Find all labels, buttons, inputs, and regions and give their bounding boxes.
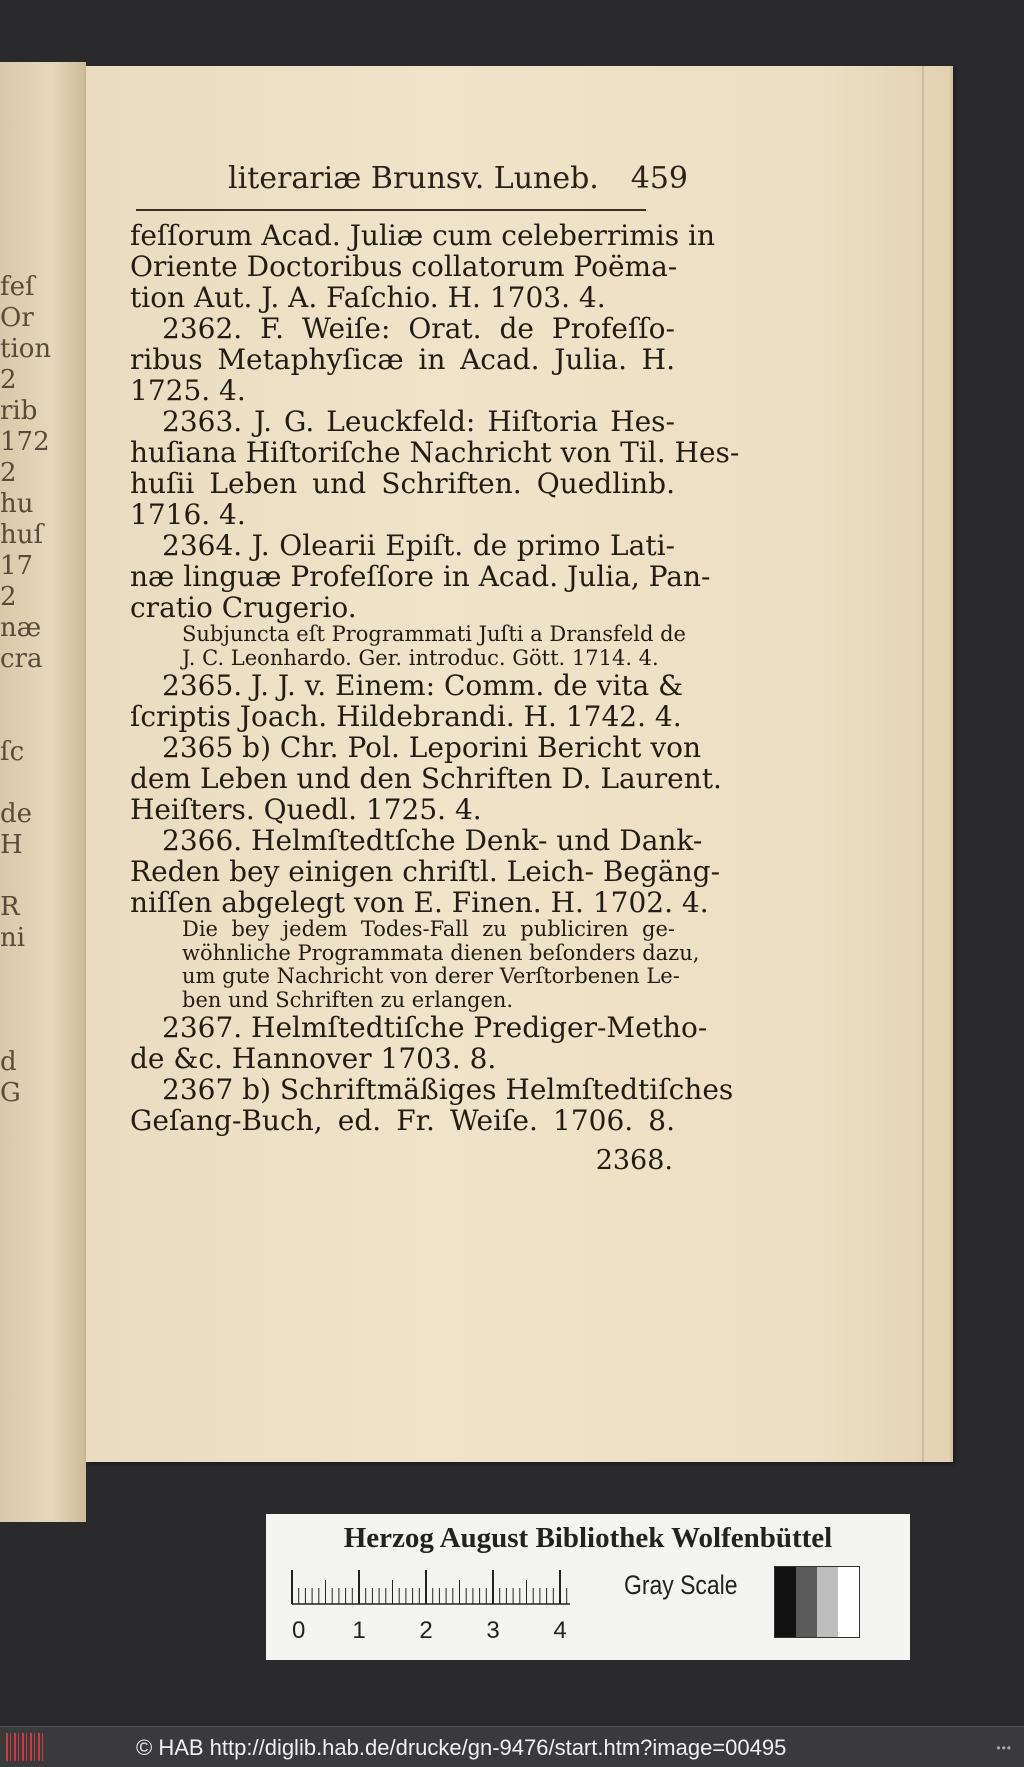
gray-scale-label: Gray Scale [624, 1570, 738, 1600]
status-bar [0, 1726, 1024, 1767]
ruler-number: 2 [419, 1617, 433, 1644]
text-line: niſſen abgelegt von E. Finen. H. 1702. 4. [130, 886, 709, 919]
previous-page-fragment: rib [0, 396, 38, 426]
note-line: ben und Schriften zu erlangen. [182, 987, 514, 1012]
previous-page-fragment [0, 706, 46, 737]
more-options-icon[interactable]: ••• [996, 1741, 1012, 1755]
previous-page-fragment: G [0, 1078, 21, 1108]
previous-page-fragment: H [0, 830, 23, 860]
gray-swatch [775, 1567, 796, 1637]
previous-page-fragment: cra [0, 644, 43, 674]
copyright-url[interactable]: © HAB http://diglib.hab.de/drucke/gn-9476/start.htm?image=00495 [136, 1735, 787, 1760]
previous-page-edge [0, 62, 86, 1522]
note-line: Subjuncta eſt Programmati Juſti a Dransfeld de [182, 622, 686, 646]
previous-page-fragment [0, 675, 46, 706]
text-line: 2363. J. G. Leuckfeld: Hiſtoria Hes- [162, 405, 675, 438]
previous-page-fragment: tion [0, 334, 52, 364]
previous-page-fragment: hu [0, 489, 34, 519]
previous-page-fragment: d [0, 1047, 17, 1077]
library-name: Herzog August Bibliothek Wolfenbüttel [343, 1522, 833, 1554]
running-head [228, 161, 688, 201]
text-line: Geſang-Buch, ed. Fr. Weiſe. 1706. 8. [130, 1104, 675, 1137]
previous-page-fragment: ſc [0, 737, 25, 767]
note-line: wöhnliche Programmata dienen beſonders dazu, [182, 940, 700, 965]
ruler-number: 1 [352, 1617, 366, 1644]
previous-page-fragment: de [0, 799, 33, 829]
previous-page-fragment: 2 [0, 365, 17, 395]
text-line: næ linguæ Profeſſore in Acad. Julia, Pan- [130, 560, 711, 593]
gray-scale-swatches [774, 1566, 860, 1638]
previous-page-fragment: næ [0, 613, 42, 643]
previous-page-fragment [0, 768, 46, 799]
text-line: 2367 b) Schriftmäßiges Helmſtedtiſches [162, 1073, 734, 1106]
text-line: 2367. Helmſtedtiſche Prediger-Metho- [162, 1011, 708, 1044]
previous-page-fragment [0, 985, 46, 1016]
text-line: 2365 b) Chr. Pol. Leporini Bericht von [162, 731, 702, 764]
text-line: 1716. 4. [130, 498, 246, 531]
previous-page-fragment [0, 954, 46, 985]
gray-swatch [838, 1567, 859, 1637]
gray-swatch [817, 1567, 838, 1637]
previous-page-fragment: 2 [0, 458, 17, 488]
text-line: dem Leben und den Schriften D. Laurent. [130, 762, 722, 795]
barcode-icon [6, 1733, 46, 1761]
previous-page-fragment: ni [0, 923, 26, 953]
previous-page-fragment: 17 [0, 551, 34, 581]
text-line: cratio Crugerio. [130, 591, 357, 624]
previous-page-fragment: huſ [0, 520, 44, 550]
catchword: 2368. [595, 1145, 673, 1176]
page-edge-shadow [922, 66, 924, 1462]
previous-page-fragment: feſ [0, 272, 35, 302]
previous-page-fragment: R [0, 892, 20, 922]
text-line: huſiana Hiſtoriſche Nachricht von Til. Hes- [130, 436, 740, 469]
text-line: feſſorum Acad. Juliæ cum celeberrimis in [130, 219, 716, 252]
header-rule [136, 209, 646, 211]
text-line: tion Aut. J. A. Faſchio. H. 1703. 4. [130, 281, 606, 314]
text-line: 1725. 4. [130, 374, 246, 407]
previous-page-fragment: 2 [0, 582, 17, 612]
previous-page-fragment [0, 1016, 46, 1047]
previous-page-fragment: 172 [0, 427, 50, 457]
running-head-title: literariæ Brunsv. Luneb. [228, 161, 599, 196]
text-line: 2366. Helmſtedtſche Denk- und Dank- [162, 824, 703, 857]
text-line: Reden bey einigen chriſtl. Leich- Begäng- [130, 855, 721, 888]
ruler-number: 4 [553, 1617, 567, 1644]
previous-page-fragment [0, 861, 46, 892]
text-lines [130, 219, 740, 1137]
note-line: Die bey jedem Todes-Fall zu publiciren ge- [182, 917, 675, 941]
text-line: ribus Metaphyſicæ in Acad. Julia. H. [130, 343, 675, 376]
previous-page-text [0, 272, 52, 1109]
page-body [130, 219, 740, 1176]
text-line: ſcriptis Joach. Hildebrandi. H. 1742. 4. [130, 700, 682, 733]
page-number: 459 [630, 161, 688, 196]
gray-swatch [796, 1567, 817, 1637]
ruler-number: 0 [292, 1617, 306, 1644]
note-line: um gute Nachricht von derer Verſtorbenen Le- [182, 964, 680, 988]
text-line: de &c. Hannover 1703. 8. [130, 1042, 497, 1075]
text-line: 2364. J. Olearii Epiſt. de primo Lati- [162, 529, 675, 562]
ruler-scale [290, 1562, 620, 1654]
note-line: J. C. Leonhardo. Ger. introduc. Gött. 1714. 4. [182, 645, 659, 670]
library-color-target [266, 1514, 910, 1660]
text-line: Oriente Doctoribus collatorum Poëma- [130, 250, 678, 283]
text-line: 2362. F. Weiſe: Orat. de Profeſſo- [162, 312, 675, 345]
text-line: Heiſters. Quedl. 1725. 4. [130, 793, 482, 826]
ruler-number: 3 [486, 1617, 500, 1644]
text-line: huſii Leben und Schriften. Quedlinb. [130, 467, 675, 500]
text-line: 2365. J. J. v. Einem: Comm. de vita & [162, 669, 684, 702]
previous-page-fragment: Or [0, 303, 34, 333]
